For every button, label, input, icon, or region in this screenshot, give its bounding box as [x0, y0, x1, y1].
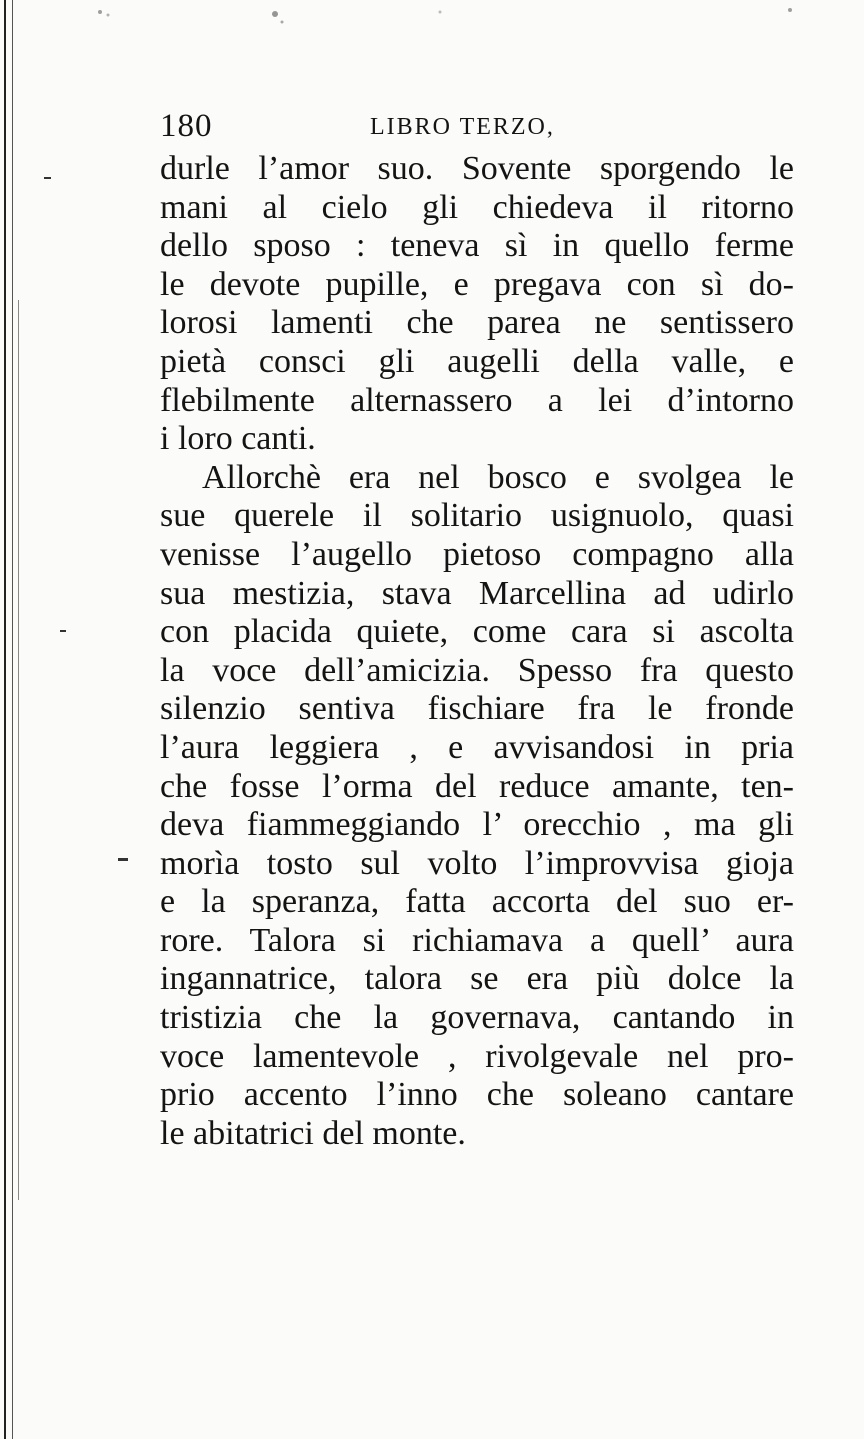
text-line: voce lamentevole , rivolgevale nel pro- [160, 1037, 794, 1075]
text-line: morìa tosto sul volto l’improvvisa gioja [160, 844, 794, 882]
text-line: prio accento l’inno che soleano cantare [160, 1076, 794, 1114]
text-line: e la speranza, fatta accorta del suo er- [160, 883, 794, 921]
text-line: lorosi lamenti che parea ne sentissero [160, 304, 794, 342]
margin-mark [44, 177, 51, 179]
text-line: sua mestizia, stava Marcellina ad udirlo [160, 574, 794, 612]
text-line: le abitatrici del monte. [160, 1114, 466, 1152]
text-line: pietà consci gli augelli della valle, e [160, 342, 794, 380]
text-line: rore. Talora si richiamava a quell’ aura [160, 921, 794, 959]
text-line: con placida quiete, come cara si ascolta [160, 613, 794, 651]
text-line: flebilmente alternassero a lei d’intorno [160, 381, 794, 419]
text-line: Allorchè era nel bosco e svolgea le [202, 458, 794, 496]
text-line: la voce dell’amicizia. Spesso fra questo [160, 651, 794, 689]
page-number: 180 [160, 108, 213, 144]
text-line: dello sposo : teneva sì in quello ferme [160, 227, 794, 265]
body-text [160, 150, 794, 1153]
text-line: tristizia che la governava, cantando in [160, 999, 794, 1037]
text-line: sue querele il solitario usignuolo, quasi [160, 497, 794, 535]
text-line: deva fiammeggiando l’ orecchio , ma gli [160, 806, 794, 844]
text-line: le devote pupille, e pregava con sì do- [160, 265, 794, 303]
page-header [160, 108, 800, 148]
text-line: mani al cielo gli chiedeva il ritorno [160, 188, 794, 226]
paragraph [160, 459, 794, 1154]
text-line: silenzio sentiva fischiare fra le fronde [160, 690, 794, 728]
text-line: venisse l’augello pietoso compagno alla [160, 535, 794, 573]
text-line: l’aura leggiera , e avvisandosi in pria [160, 728, 794, 766]
text-line: durle l’amor suo. Sovente sporgendo le [160, 150, 794, 187]
paragraph [160, 150, 794, 459]
binding-edge [0, 0, 26, 1439]
margin-mark [118, 858, 128, 861]
margin-mark [60, 630, 66, 632]
scan-noise [60, 0, 820, 30]
text-line: ingannatrice, talora se era più dolce la [160, 960, 794, 998]
text-line: che fosse l’orma del reduce amante, ten- [160, 767, 794, 805]
running-head: LIBRO TERZO, [370, 114, 555, 140]
text-line: i loro canti. [160, 420, 316, 458]
